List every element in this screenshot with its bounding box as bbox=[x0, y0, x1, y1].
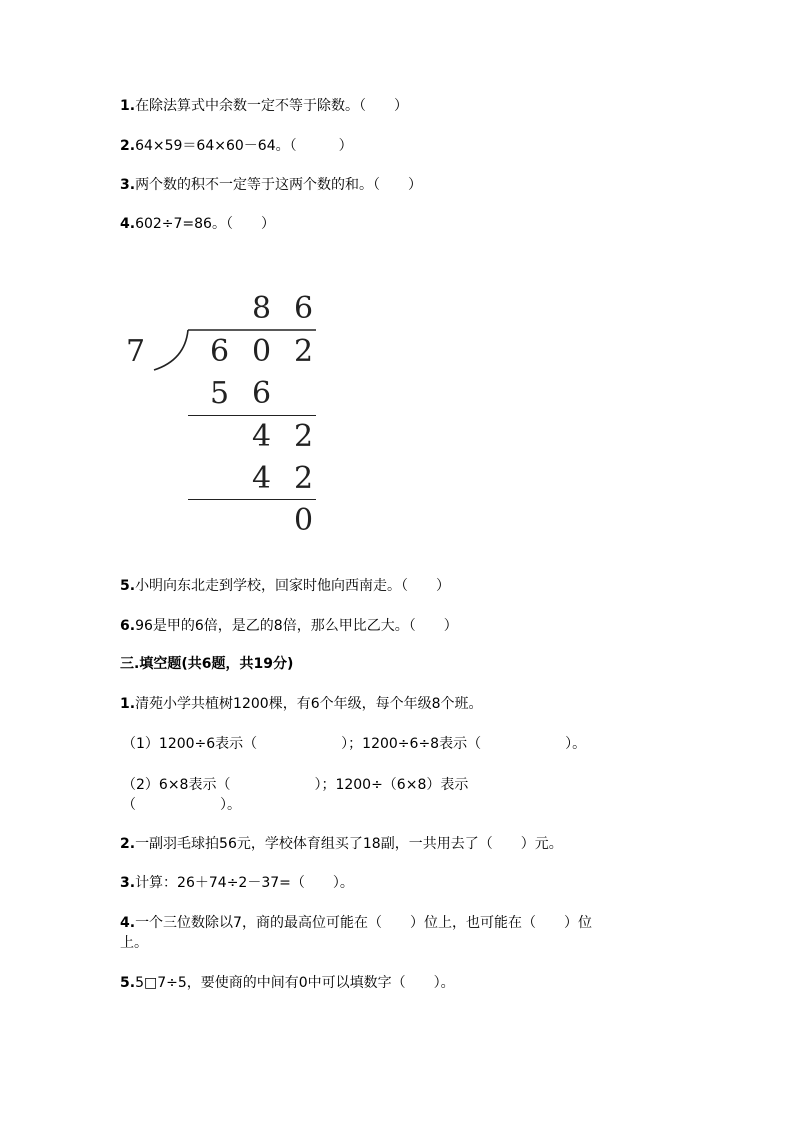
fill-question-1-sub-2: （2）6×8表示（ ）；1200÷（6×8）表示 （ ）。 bbox=[122, 777, 469, 813]
dividend-digit-3: 2 bbox=[294, 334, 314, 369]
fill-question-1: 1.清苑小学共植树1200棵，有6个年级，每个年级8个班。 bbox=[120, 696, 483, 712]
quotient-digit-2: 6 bbox=[294, 291, 314, 326]
judge-item-2: 2.64×59＝64×60－64。（ ） bbox=[120, 138, 353, 154]
judge-item-5: 5.小明向东北走到学校，回家时他向西南走。（ ） bbox=[120, 578, 451, 594]
section-title-fill: 三.填空题(共6题，共19分) bbox=[120, 656, 294, 672]
divisor: 7 bbox=[126, 334, 146, 369]
fill-question-4: 4.一个三位数除以7，商的最高位可能在（ ）位上，也可能在（ ）位 上。 bbox=[120, 915, 592, 951]
division-rule-2 bbox=[188, 499, 316, 500]
fill-question-1-sub-1: （1）1200÷6表示（ ）；1200÷6÷8表示（ ）。 bbox=[122, 736, 587, 752]
fill-question-5: 5.5□7÷5，要使商的中间有0中可以填数字（ ）。 bbox=[120, 975, 455, 991]
step2-digit-1: 4 bbox=[252, 419, 272, 454]
step3-digit-1: 4 bbox=[252, 461, 272, 496]
remainder-digit: 0 bbox=[294, 503, 314, 538]
judge-item-6: 6.96是甲的6倍，是乙的8倍，那么甲比乙大。（ ） bbox=[120, 618, 458, 634]
division-rule-1 bbox=[188, 415, 316, 416]
step1-digit-1: 5 bbox=[210, 376, 230, 411]
fill-question-2: 2.一副羽毛球拍56元，学校体育组买了18副，一共用去了（ ）元。 bbox=[120, 836, 563, 852]
step1-digit-2: 6 bbox=[252, 376, 272, 411]
quotient-digit-1: 8 bbox=[252, 291, 272, 326]
fill-question-3: 3.计算：26＋74÷2－37=（ ）。 bbox=[120, 875, 354, 891]
judge-item-3: 3.两个数的积不一定等于这两个数的和。（ ） bbox=[120, 177, 423, 193]
judge-item-1: 1.在除法算式中余数一定不等于除数。（ ） bbox=[120, 98, 409, 114]
dividend-digit-2: 0 bbox=[252, 334, 272, 369]
step3-digit-2: 2 bbox=[294, 461, 314, 496]
dividend-digit-1: 6 bbox=[210, 334, 230, 369]
step2-digit-2: 2 bbox=[294, 419, 314, 454]
judge-item-4: 4.602÷7=86。（ ） bbox=[120, 216, 275, 232]
